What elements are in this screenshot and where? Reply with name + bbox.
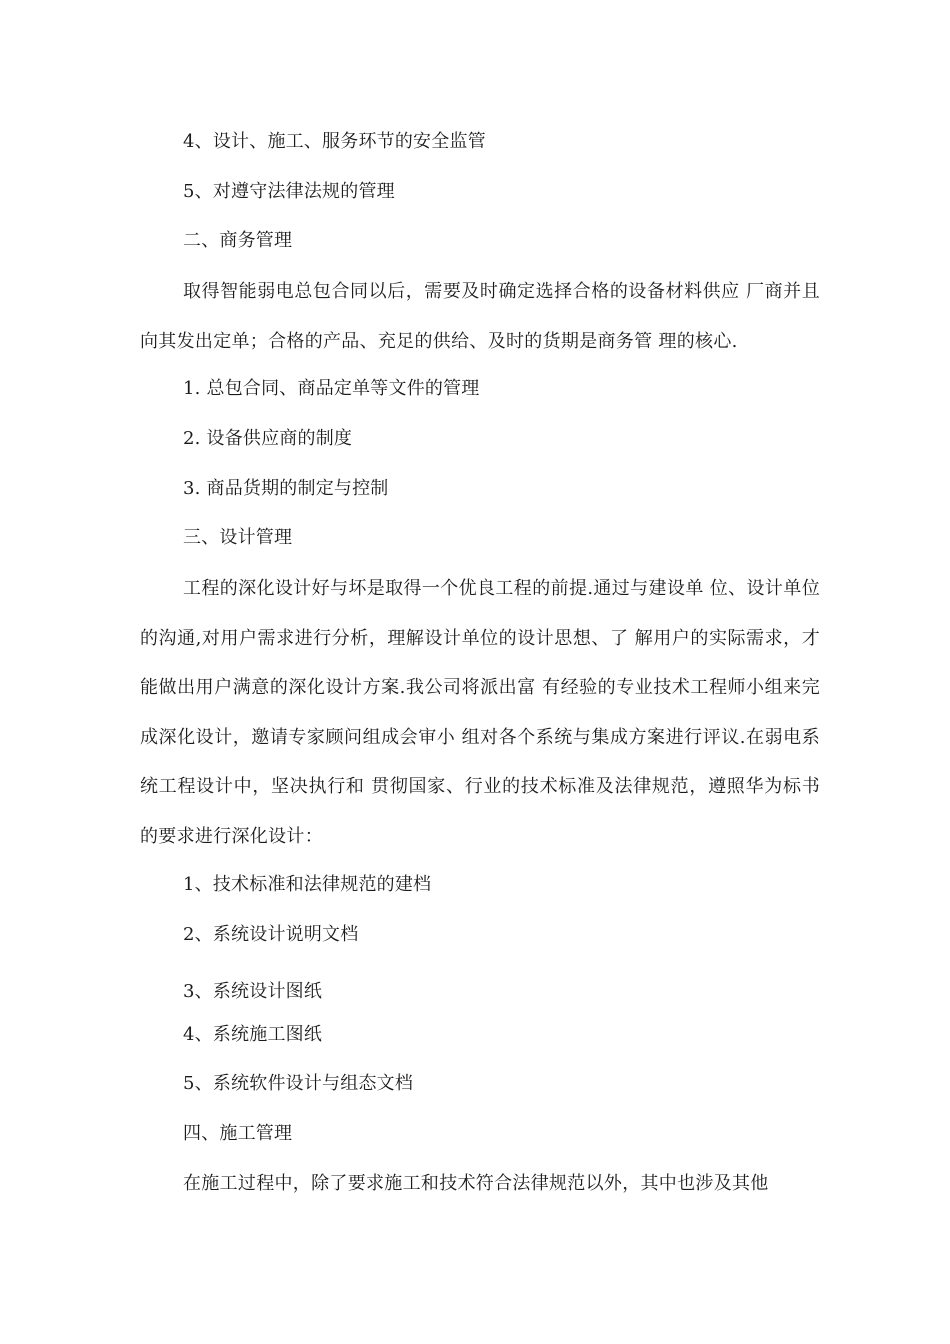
list-item: 1. 总包合同、商品定单等文件的管理 <box>183 378 480 399</box>
list-item: 5、系统软件设计与组态文档 <box>183 1073 414 1094</box>
list-item: 4、设计、施工、服务环节的安全监管 <box>183 131 486 152</box>
paragraph-construction: 在施工过程中，除了要求施工和技术符合法律规范以外，其中也涉及其他 <box>183 1173 769 1194</box>
list-item: 2、系统设计说明文档 <box>183 924 359 945</box>
paragraph-business: 取得智能弱电总包合同以后，需要及时确定选择合格的设备材料供应 厂商并且向其发出定单；合格的产品、充足的供给、及时的货期是商务管 理的核心. <box>140 281 820 352</box>
list-item: 2. 设备供应商的制度 <box>183 428 353 449</box>
section-heading-design: 三、设计管理 <box>183 527 293 548</box>
section-heading-business: 二、商务管理 <box>183 230 293 251</box>
list-item: 4、系统施工图纸 <box>183 1024 323 1045</box>
list-item: 3. 商品货期的制定与控制 <box>183 478 389 499</box>
list-item: 1、技术标准和法律规范的建档 <box>183 874 432 895</box>
list-item: 3、系统设计图纸 <box>183 981 323 1002</box>
paragraph-design: 工程的深化设计好与坏是取得一个优良工程的前提.通过与建设单 位、设计单位的沟通,对用户需求进行分析，理解设计单位的设计思想、了 解用户的实际需求，才能做出用户满意的深化设计方案.我公司将派出富 有经验的专业技术工程师小组来完成深化设计，邀请专家顾问组成会审小 组对各个系统与集成方案进行评议.在弱电系统工程设计中，坚决执行和 贯彻国家、行业的技术标准及法律规范，遵照华为标书的要求进行深化设计： <box>140 578 820 847</box>
section-heading-construction: 四、施工管理 <box>183 1123 293 1144</box>
list-item: 5、对遵守法律法规的管理 <box>183 181 395 202</box>
